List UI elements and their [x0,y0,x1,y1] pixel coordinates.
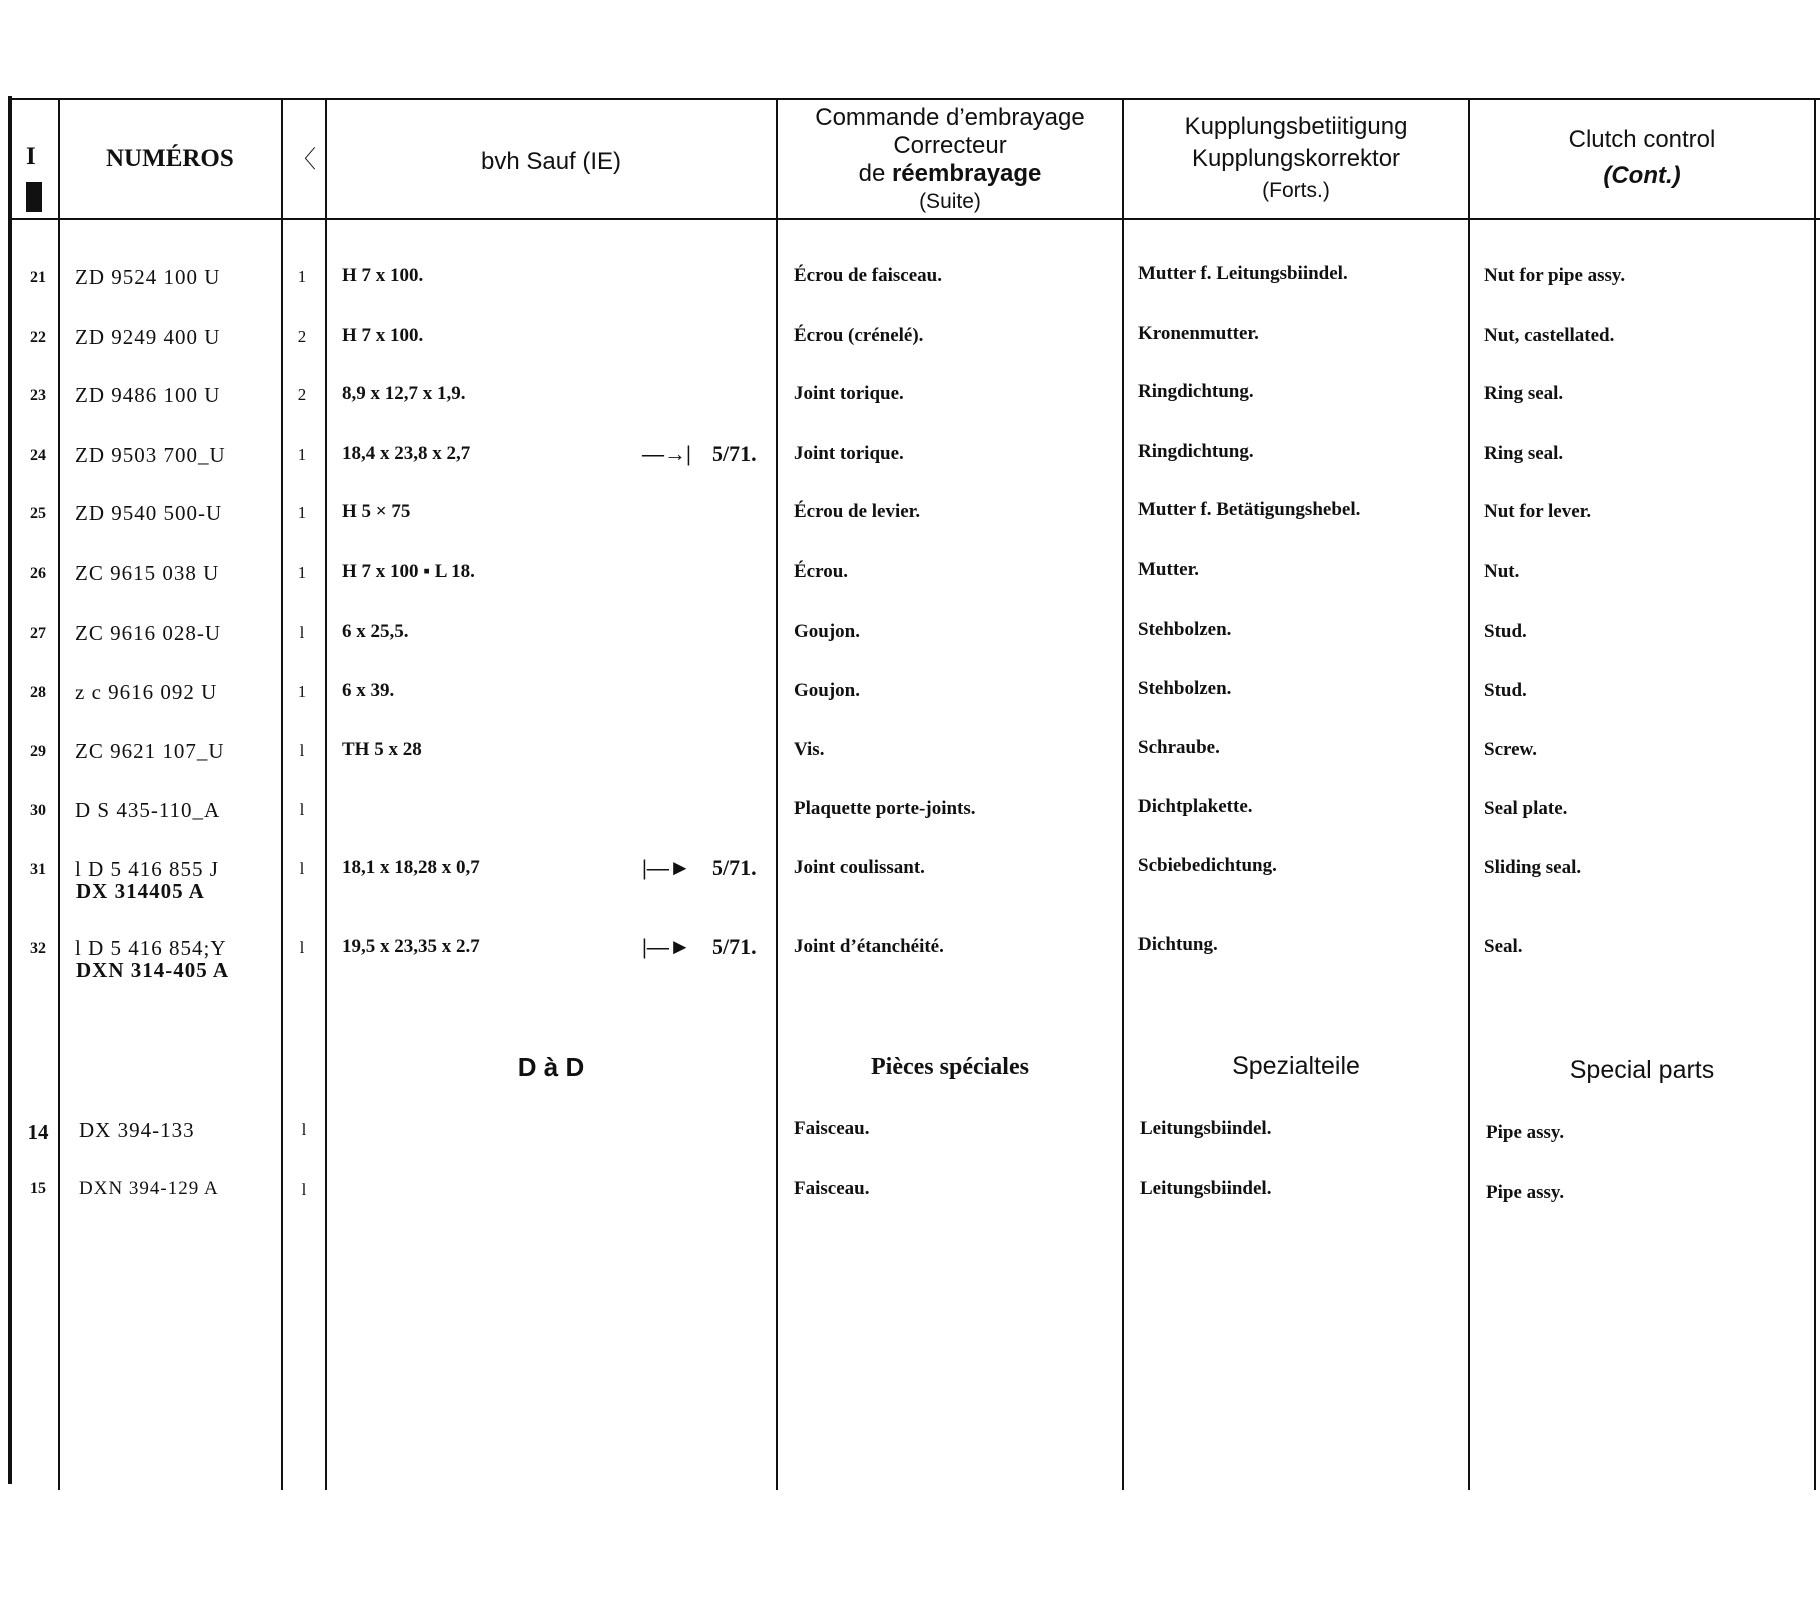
dimensions: 8,9 x 12,7 x 1,9. [342,383,466,404]
quantity: l [299,800,305,819]
column-divider-3 [325,98,327,1490]
dimensions: 18,1 x 18,28 x 0,7 [342,857,480,878]
row-index: 22 [30,329,46,346]
dimensions: H 7 x 100 ▪ L 18. [342,561,475,582]
special-part-number: DXN 394-129 A [79,1178,219,1199]
special-quantity: l [301,1180,307,1199]
description-de: Schraube. [1138,737,1220,758]
header-top-rule [8,98,1820,100]
dimensions: 6 x 39. [342,680,395,701]
header-en-line2: (Cont.) [1603,162,1681,189]
description-en: Seal plate. [1484,798,1568,819]
special-description-de: Leitungsbiindel. [1140,1178,1272,1199]
quantity: 1 [297,563,307,582]
section-desc: D à D [517,1052,585,1082]
description-de: Stehbolzen. [1138,619,1232,640]
quantity: 1 [297,503,307,522]
header-de [1124,111,1468,207]
description-fr: Joint torique. [794,443,904,464]
section-en: Special parts [1569,1056,1715,1084]
description-en: Stud. [1484,621,1527,642]
change-date: 5/71. [712,934,757,959]
part-number-alt: DX 314405 A [76,879,205,903]
row-index: 21 [30,269,46,286]
special-description-fr: Faisceau. [794,1118,870,1139]
dimensions: 6 x 25,5. [342,621,409,642]
change-date: 5/71. [712,855,757,880]
dimensions: H 5 × 75 [342,501,411,522]
description-en: Stud. [1484,680,1527,701]
part-number: ZD 9503 700_U [75,443,226,467]
quantity: l [299,741,305,760]
header-bottom-rule [8,218,1820,220]
description-en: Nut. [1484,561,1520,582]
part-number: ZD 9486 100 U [75,383,221,407]
row-index: 31 [30,861,46,878]
description-fr: Goujon. [794,680,860,701]
row-index: 27 [30,625,46,642]
section-de: Spezialteile [1232,1052,1360,1080]
right-border [1814,98,1816,1490]
dimensions: 18,4 x 23,8 x 2,7 [342,443,471,464]
header-en-line1: Clutch control [1568,126,1716,153]
dimensions: H 7 x 100. [342,265,424,286]
change-arrow-icon: |—► [642,855,691,880]
header-index-mark [26,182,42,212]
part-number: z c 9616 092 U [75,680,218,704]
quantity: 2 [297,385,307,404]
special-part-number: DX 394-133 [79,1118,195,1142]
dimensions: 19,5 x 23,35 x 2.7 [342,936,480,957]
description-en: Nut for lever. [1484,501,1592,522]
description-fr: Écrou. [794,561,849,582]
special-row-index: 15 [30,1180,46,1197]
description-de: Stehbolzen. [1138,678,1232,699]
description-en: Screw. [1484,739,1537,760]
description-de: Ringdichtung. [1138,381,1254,402]
column-divider-5 [1122,98,1124,1490]
description-en: Ring seal. [1484,443,1564,464]
description-en: Seal. [1484,936,1523,957]
dimensions: TH 5 x 28 [342,739,422,760]
header-index: I [26,143,36,170]
column-divider-4 [776,98,778,1490]
special-description-fr: Faisceau. [794,1178,870,1199]
row-index: 25 [30,505,46,522]
description-fr: Écrou (crénelé). [794,325,924,346]
part-number: l D 5 416 855 J [75,857,219,881]
part-number-alt: DXN 314-405 A [76,958,229,982]
description-fr: Plaquette porte-joints. [794,798,976,819]
change-arrow-icon: |—► [642,934,691,959]
header-fr [778,104,1122,216]
header-de-line3: (Forts.) [1262,179,1330,202]
header-fr-line3 [778,160,1122,188]
quantity: l [299,623,305,642]
header-de-line2: Kupplungskorrektor [1191,145,1401,172]
description-de: Mutter f. Leitungsbiindel. [1138,263,1348,284]
row-index: 26 [30,565,46,582]
change-date: 5/71. [712,441,757,466]
part-number: ZC 9616 028-U [75,621,221,645]
part-number: ZC 9615 038 U [75,561,220,585]
description-fr: Joint d’étanchéité. [794,936,944,957]
description-fr: Écrou de faisceau. [794,265,942,286]
part-number: ZC 9621 107_U [75,739,225,763]
column-divider-2 [281,98,283,1490]
description-de: Ringdichtung. [1138,441,1254,462]
description-fr: Joint torique. [794,383,904,404]
header-fr-line4: (Suite) [919,190,981,213]
description-fr: Vis. [794,739,825,760]
header-fr-line1: Commande d’embrayage [815,104,1085,131]
description-en: Sliding seal. [1484,857,1582,878]
header-qty: 〈 [292,146,316,173]
header-desc: bvh Sauf (IE) [480,148,622,175]
row-index: 23 [30,387,46,404]
header-numeros: NUMÉROS [106,145,234,172]
description-de: Dichtplakette. [1138,796,1253,817]
row-index: 32 [30,940,46,957]
header-fr-line3-plain: de [858,160,892,187]
dimensions: H 7 x 100. [342,325,424,346]
left-border [8,96,12,1484]
quantity: l [299,938,305,957]
change-arrow-icon: —→| [642,441,691,466]
quantity: 1 [297,445,307,464]
special-description-en: Pipe assy. [1486,1122,1565,1143]
header-fr-line3-bold: réembrayage [891,160,1042,187]
header-fr-line2: Correcteur [893,132,1007,159]
special-description-de: Leitungsbiindel. [1140,1118,1272,1139]
quantity: 1 [297,682,307,701]
description-de: Kronenmutter. [1138,323,1259,344]
row-index: 28 [30,684,46,701]
part-number: D S 435-110_A [75,798,221,822]
special-quantity: l [301,1120,307,1139]
column-divider-6 [1468,98,1470,1490]
description-fr: Goujon. [794,621,860,642]
column-divider-1 [58,98,60,1490]
row-index: 30 [30,802,46,819]
section-fr: Pièces spéciales [871,1054,1029,1080]
header-de-line1: Kupplungsbetiitigung [1184,113,1408,140]
description-de: Dichtung. [1138,934,1218,955]
description-fr: Joint coulissant. [794,857,925,878]
part-number: ZD 9524 100 U [75,265,221,289]
description-de: Scbiebedichtung. [1138,855,1277,876]
row-index: 29 [30,743,46,760]
description-en: Nut for pipe assy. [1484,265,1626,286]
description-de: Mutter. [1138,559,1200,580]
description-de: Mutter f. Betätigungshebel. [1138,499,1361,520]
row-index: 24 [30,447,46,464]
description-en: Nut, castellated. [1484,325,1615,346]
part-number: ZD 9249 400 U [75,325,221,349]
part-number: l D 5 416 854;Y [75,936,227,960]
quantity: 1 [297,267,307,286]
part-number: ZD 9540 500-U [75,501,223,525]
header-en [1470,122,1814,194]
special-description-en: Pipe assy. [1486,1182,1565,1203]
quantity: 2 [297,327,307,346]
quantity: l [299,859,305,878]
description-en: Ring seal. [1484,383,1564,404]
description-fr: Écrou de levier. [794,501,921,522]
special-row-index: 14 [27,1120,49,1144]
